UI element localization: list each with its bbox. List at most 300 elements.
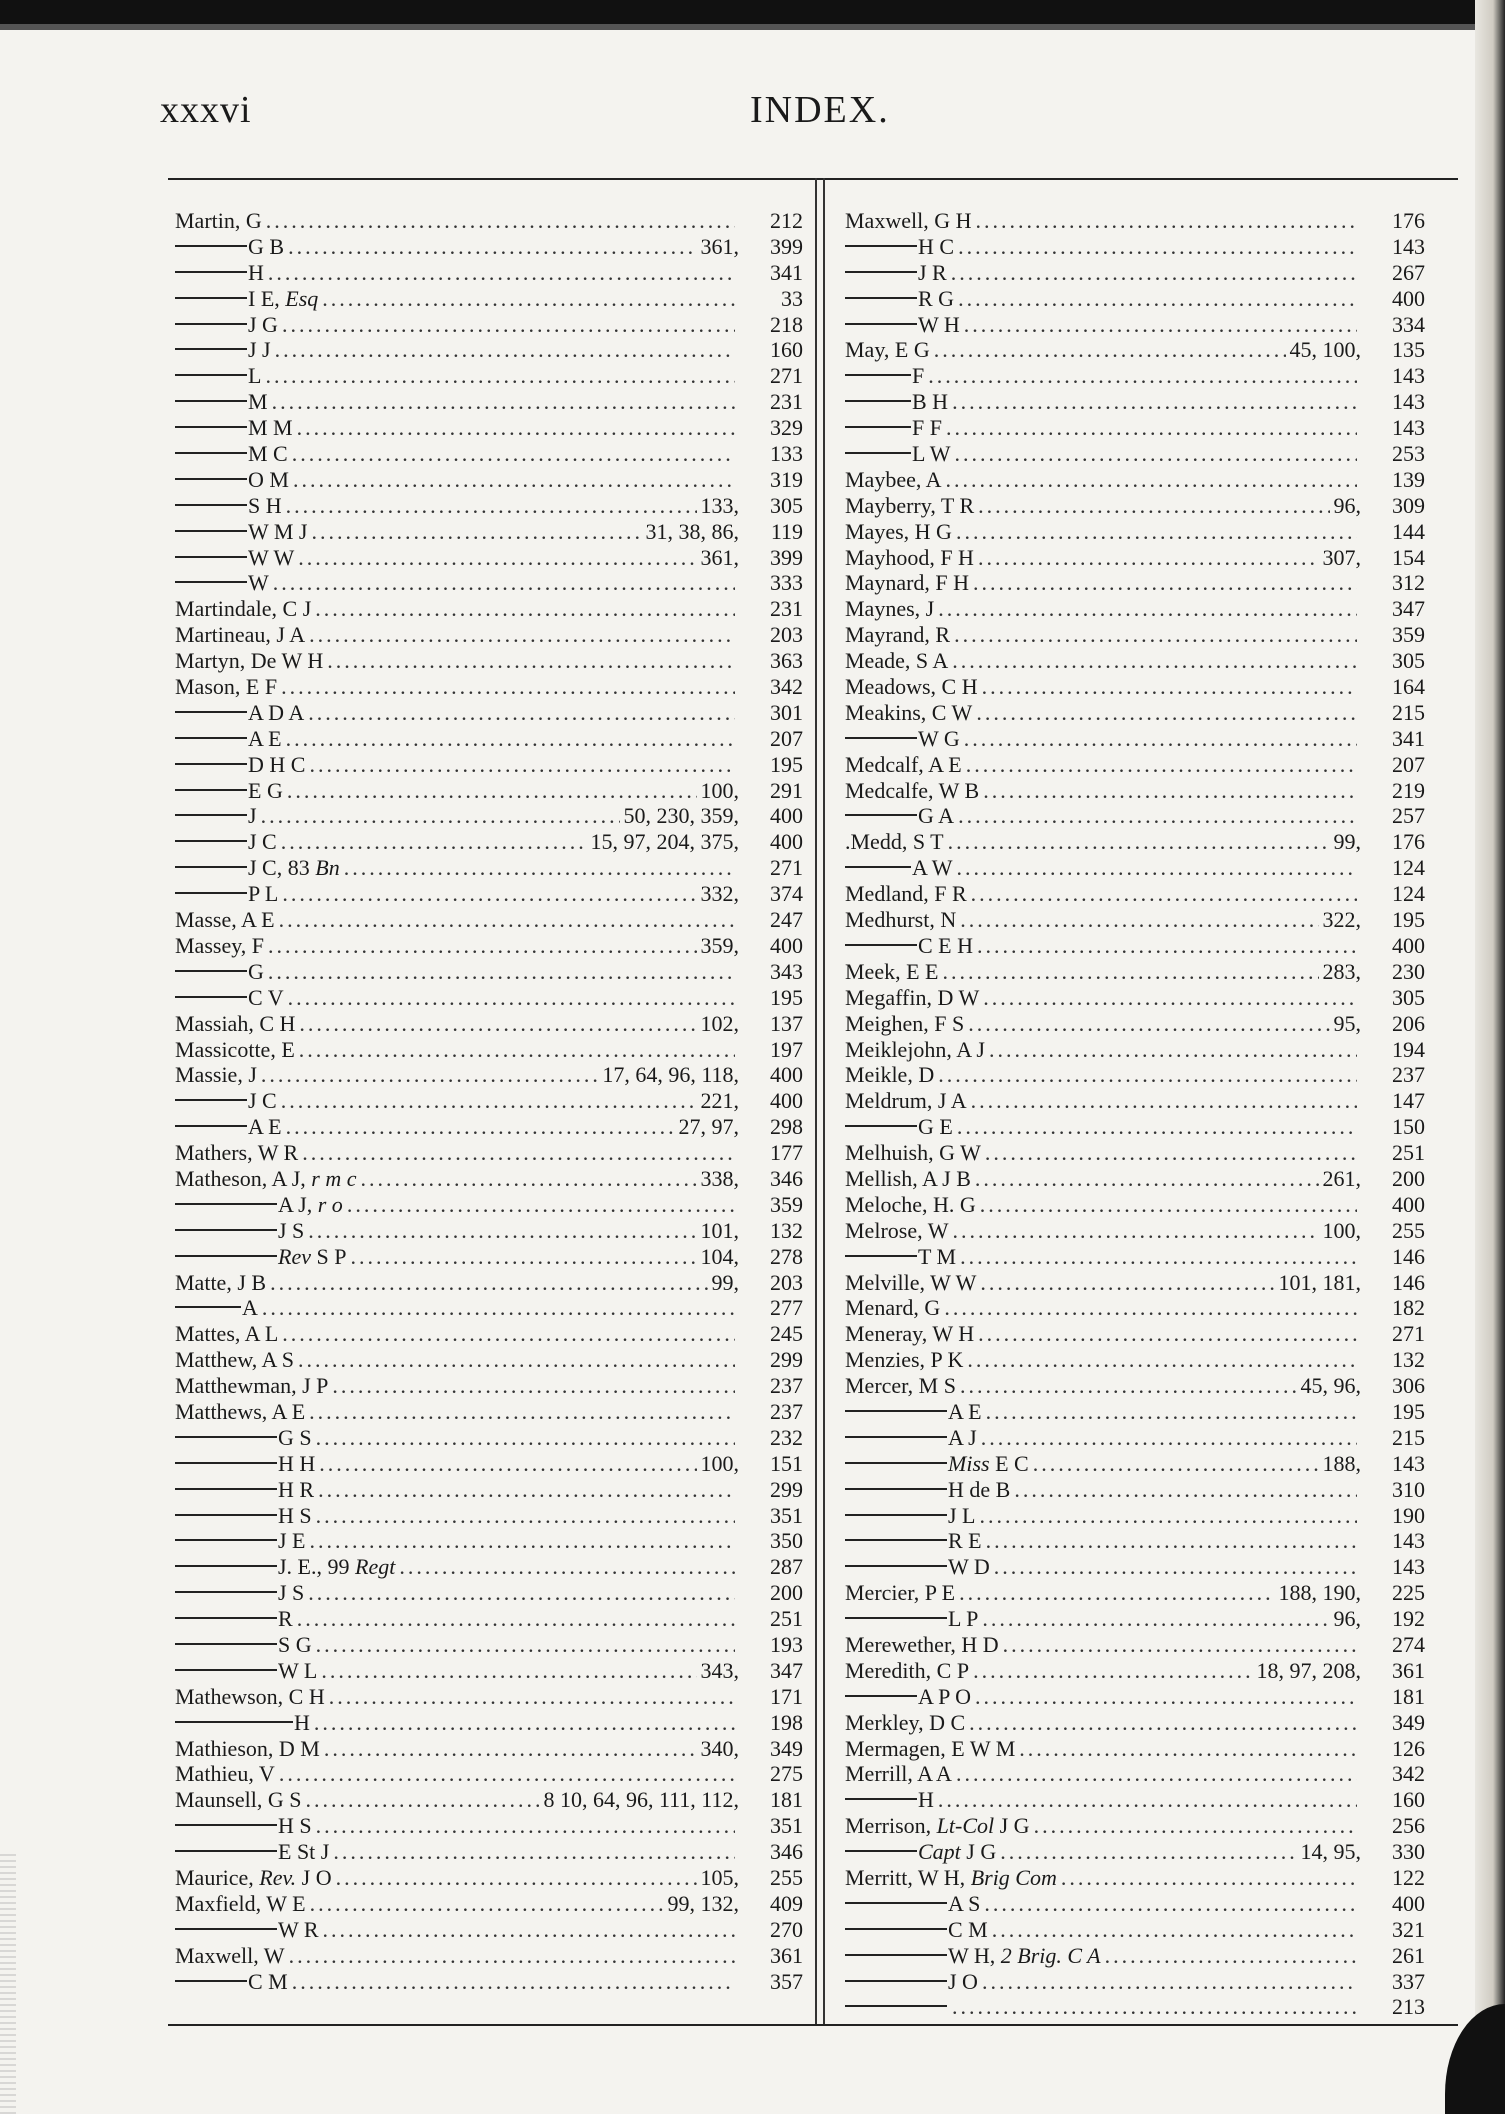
entry-page: 207: [770, 725, 803, 751]
dash-rule: [175, 763, 247, 765]
entry-name-text: B H: [912, 389, 949, 415]
entry-name-text: J G: [966, 1839, 997, 1865]
index-entry: [845, 1062, 1425, 1088]
entry-refs: 100,: [1322, 1217, 1361, 1243]
dot-leader: [981, 1425, 1357, 1451]
entry-name-text: J: [248, 803, 257, 829]
entry-name-text: Maybee, A: [845, 466, 942, 492]
entry-name: [175, 1710, 310, 1736]
top-rule: [168, 178, 1458, 180]
entry-page: 33: [781, 285, 803, 311]
entry-page: 319: [770, 466, 803, 492]
entry-name-text: Massie, J: [175, 1062, 257, 1088]
entry-name-text: H: [294, 1709, 310, 1735]
dot-leader: [958, 286, 1357, 312]
entry-name-text: J L: [948, 1502, 976, 1528]
entry-name-text: S H: [248, 492, 282, 518]
entry-page: 135: [1392, 337, 1425, 363]
dash-rule: [175, 1669, 277, 1671]
dot-leader: [299, 1037, 735, 1063]
dot-leader: [297, 415, 735, 441]
entry-name-text: Mathewson, C H: [175, 1683, 325, 1709]
index-entry: [845, 519, 1425, 545]
entry-page: 190: [1392, 1502, 1425, 1528]
entry-name-text: Melhuish, G W: [845, 1140, 981, 1166]
entry-name-text: J C, 83: [248, 855, 310, 881]
entry-name: [175, 467, 289, 493]
entry-name: [175, 1088, 277, 1114]
entry-name: [845, 1503, 976, 1529]
dash-rule: [845, 1514, 947, 1516]
entry-page: 349: [1392, 1709, 1425, 1735]
entry-name: [175, 519, 308, 545]
dash-rule: [175, 1980, 247, 1982]
entry-page: 310: [1392, 1476, 1425, 1502]
entry-page: 305: [770, 492, 803, 518]
entry-name: [845, 286, 954, 312]
dot-leader: [989, 1037, 1357, 1063]
index-entry: [175, 363, 803, 389]
dot-leader: [322, 286, 735, 312]
index-entry: [175, 1865, 803, 1891]
index-entry: [845, 1503, 1425, 1529]
entry-name-text: H: [248, 259, 264, 285]
dash-rule: [175, 892, 247, 894]
entry-page: 357: [770, 1968, 803, 1994]
index-entry: [845, 596, 1425, 622]
entry-page: 122: [1392, 1865, 1425, 1890]
entry-name: [175, 1761, 275, 1787]
dot-leader: [319, 1451, 696, 1477]
index-entry: [175, 545, 803, 571]
entry-name-text: Maunsell, G S: [175, 1787, 302, 1813]
entry-refs: 133,: [700, 492, 739, 518]
entry-name: [175, 312, 278, 338]
index-entry: [845, 1425, 1425, 1451]
entry-name: [845, 389, 948, 415]
dot-leader: [964, 312, 1357, 338]
entry-refs: 96,: [1333, 1606, 1361, 1632]
index-entry: [175, 778, 803, 804]
entry-qualifier: Esq: [285, 285, 319, 311]
index-entry: [845, 545, 1425, 571]
entry-name: [845, 1787, 934, 1813]
index-entry: [845, 933, 1425, 959]
dot-leader: [960, 1244, 1357, 1270]
index-entry: [175, 1451, 803, 1477]
entry-page: 176: [1392, 208, 1425, 233]
entry-name-text: P L: [248, 881, 279, 907]
index-entry: [175, 726, 803, 752]
entry-page: 203: [770, 622, 803, 648]
entry-name-text: A D A: [248, 699, 305, 725]
entry-page: 337: [1392, 1968, 1425, 1994]
dot-leader: [957, 1114, 1357, 1140]
dot-leader: [268, 933, 696, 959]
entry-page: 361: [1392, 1657, 1425, 1683]
entry-name-text: W G: [918, 725, 960, 751]
index-entry: [845, 1684, 1425, 1710]
entry-refs: 99, 132,: [667, 1890, 739, 1916]
entry-page: 124: [1392, 855, 1425, 881]
entry-name-text: Maxfield, W E: [175, 1890, 306, 1916]
dash-rule: [845, 814, 917, 816]
entry-name: [845, 1399, 982, 1425]
entry-name: [175, 570, 269, 596]
entry-name-text: D H C: [248, 751, 306, 777]
dash-rule: [175, 1721, 293, 1723]
entry-name: [175, 1632, 312, 1658]
dot-leader: [958, 803, 1357, 829]
index-entry: [845, 1658, 1425, 1684]
entry-name-text: Masse, A E: [175, 907, 275, 933]
index-entry: [175, 260, 803, 286]
entry-name: [175, 778, 283, 804]
index-entry: [175, 1114, 803, 1140]
entry-name-text: J. E., 99: [278, 1554, 350, 1580]
entry-name-text: Menard, G: [845, 1295, 941, 1321]
index-entry: [175, 1166, 803, 1192]
entry-page: 143: [1392, 389, 1425, 415]
index-entry: [175, 1244, 803, 1270]
entry-page: 400: [770, 1062, 803, 1088]
entry-title: Capt: [918, 1839, 961, 1865]
index-entry: [175, 415, 803, 441]
index-entry: [175, 907, 803, 933]
index-entry: [845, 1477, 1425, 1503]
entry-page: 160: [1392, 1787, 1425, 1813]
entry-name: [845, 234, 954, 260]
index-entry: [845, 389, 1425, 415]
index-entry: [175, 803, 803, 829]
index-entry: [175, 1969, 803, 1995]
entry-name: [845, 1244, 956, 1270]
entry-name: [845, 648, 948, 674]
dot-leader: [938, 596, 1357, 622]
dot-leader: [282, 312, 735, 338]
entry-name: [845, 1373, 956, 1399]
entry-name: [845, 312, 960, 338]
entry-page: 230: [1392, 958, 1425, 984]
entry-name: [175, 803, 257, 829]
entry-name: [845, 1736, 1015, 1762]
dash-rule: [845, 1617, 947, 1619]
dot-leader: [938, 1062, 1357, 1088]
dash-rule: [175, 1928, 277, 1930]
entry-page: 400: [770, 803, 803, 829]
dot-leader: [261, 1062, 598, 1088]
entry-name-text: S P: [316, 1243, 347, 1269]
entry-name-text: Maynes, J: [845, 596, 935, 622]
entry-qualifier: Lt-Col: [936, 1813, 995, 1839]
dot-leader: [299, 1011, 696, 1037]
dot-leader: [399, 1554, 735, 1580]
entry-refs: 27, 97,: [678, 1114, 739, 1140]
index-entry: [175, 1088, 803, 1114]
entry-name-text: G: [248, 958, 264, 984]
dot-leader: [261, 803, 620, 829]
index-entry: [845, 752, 1425, 778]
entry-name-text: G A: [918, 803, 955, 829]
entry-name: [175, 855, 340, 881]
entry-name-text: O M: [248, 466, 289, 492]
entry-name: [175, 1580, 304, 1606]
entry-page: 151: [770, 1450, 803, 1476]
index-entry: [845, 1813, 1425, 1839]
entry-qualifier: Brig Com: [970, 1865, 1057, 1890]
dot-leader: [268, 959, 735, 985]
entry-name-text: A E: [248, 1114, 282, 1140]
entry-name-text: H: [918, 1787, 934, 1813]
index-entry: [175, 208, 803, 234]
entry-page: 330: [1392, 1839, 1425, 1865]
index-entry: [845, 1244, 1425, 1270]
entry-name-text: May, E G: [845, 337, 930, 363]
dash-rule: [175, 1229, 277, 1231]
index-entry: [175, 1192, 803, 1218]
entry-name: [845, 985, 979, 1011]
entry-name: [845, 519, 952, 545]
dot-leader: [329, 1684, 735, 1710]
entry-name-text: H H: [278, 1450, 316, 1476]
entry-page: 143: [1392, 1554, 1425, 1580]
index-entry: [845, 467, 1425, 493]
entry-page: 160: [770, 337, 803, 363]
entry-refs: 343,: [700, 1657, 739, 1683]
entry-page: 194: [1392, 1036, 1425, 1062]
index-entry: [845, 1580, 1425, 1606]
dot-leader: [281, 829, 587, 855]
index-entry: [175, 622, 803, 648]
entry-page: 346: [770, 1165, 803, 1191]
dot-leader: [938, 1787, 1357, 1813]
dot-leader: [310, 1891, 664, 1917]
entry-name-text: R G: [918, 285, 955, 311]
dash-rule: [845, 866, 911, 868]
entry-page: 267: [1392, 259, 1425, 285]
entry-name: [845, 467, 942, 493]
index-entry: [175, 312, 803, 338]
dot-leader: [292, 1969, 735, 1995]
entry-page: 346: [770, 1839, 803, 1865]
scan-top-border: [0, 0, 1505, 24]
entry-name: [845, 1813, 1030, 1839]
entry-page: 255: [1392, 1217, 1425, 1243]
entry-page: 312: [1392, 570, 1425, 596]
entry-name: [845, 1684, 971, 1710]
index-entry: [175, 1761, 803, 1787]
entry-name: [845, 1477, 1010, 1503]
dot-leader: [971, 1088, 1357, 1114]
dash-rule: [845, 1255, 917, 1257]
dot-leader: [1019, 1736, 1357, 1762]
entry-name: [845, 1192, 976, 1218]
entry-name: [845, 959, 938, 985]
entry-page: 197: [770, 1036, 803, 1062]
index-entry: [175, 933, 803, 959]
entry-name: [175, 1477, 314, 1503]
dash-rule: [175, 737, 247, 739]
index-column-right: [845, 208, 1425, 2020]
entry-refs: 105,: [700, 1865, 739, 1890]
entry-name: [845, 1891, 980, 1917]
entry-name: [175, 1114, 282, 1140]
entry-name-rest: J O: [301, 1865, 332, 1890]
entry-refs: 17, 64, 96, 118,: [602, 1062, 739, 1088]
entry-name-text: M C: [248, 441, 288, 467]
entry-name: [845, 570, 969, 596]
entry-name: [845, 1528, 982, 1554]
dash-rule: [175, 1203, 277, 1205]
index-entry: [845, 234, 1425, 260]
dot-leader: [1034, 1813, 1357, 1839]
entry-name-text: M M: [248, 415, 293, 441]
dash-rule: [175, 1539, 277, 1541]
dash-rule: [175, 996, 247, 998]
entry-name-text: W W: [248, 544, 295, 570]
index-entry: [175, 1425, 803, 1451]
index-entry: [845, 855, 1425, 881]
entry-name: [175, 1037, 295, 1063]
dash-rule: [175, 530, 247, 532]
entry-name: [175, 985, 284, 1011]
entry-page: 231: [770, 389, 803, 415]
entry-page: 143: [1392, 1450, 1425, 1476]
dot-leader: [968, 1011, 1329, 1037]
entry-page: 291: [770, 777, 803, 803]
dash-rule: [845, 323, 917, 325]
index-entry: [175, 1062, 803, 1088]
entry-name: [175, 1321, 278, 1347]
entry-page: 237: [1392, 1062, 1425, 1088]
entry-name-text: A W: [912, 855, 953, 881]
entry-name: [845, 1632, 999, 1658]
dash-rule: [175, 348, 247, 350]
entry-name-text: A S: [948, 1890, 981, 1916]
dash-rule: [845, 1125, 917, 1127]
index-entry: [175, 1787, 803, 1813]
entry-name: [845, 1088, 967, 1114]
entry-name-text: M: [248, 389, 268, 415]
entry-name-text: Merewether, H D: [845, 1631, 999, 1657]
entry-name: [175, 700, 304, 726]
entry-name: [845, 1839, 996, 1865]
entry-page: 347: [1392, 596, 1425, 622]
index-entry: [175, 441, 803, 467]
entry-refs: 307,: [1322, 544, 1361, 570]
entry-page: 298: [770, 1114, 803, 1140]
entry-refs: 96,: [1333, 492, 1361, 518]
entry-page: 359: [770, 1191, 803, 1217]
index-entry: [845, 1736, 1425, 1762]
entry-name: [175, 1451, 315, 1477]
dot-leader: [336, 1865, 697, 1891]
dash-rule: [175, 504, 247, 506]
entry-page: 171: [770, 1683, 803, 1709]
entry-name-text: H R: [278, 1476, 315, 1502]
entry-page: 399: [770, 544, 803, 570]
dash-rule: [845, 1436, 947, 1438]
dot-leader: [957, 855, 1357, 881]
entry-name-text: Meldrum, J A: [845, 1088, 967, 1114]
index-entry: [175, 1140, 803, 1166]
entry-page: 143: [1392, 1528, 1425, 1554]
entry-page: 212: [770, 208, 803, 233]
index-entry: [175, 959, 803, 985]
dot-leader: [946, 467, 1357, 493]
entry-page: 154: [1392, 544, 1425, 570]
index-entry: [175, 1037, 803, 1063]
entry-name: [175, 674, 277, 700]
entry-name: [845, 674, 978, 700]
entry-name: [175, 1399, 305, 1425]
entry-refs: 188,: [1322, 1450, 1361, 1476]
dash-rule: [845, 944, 917, 946]
entry-page: 374: [770, 881, 803, 907]
dot-leader: [1061, 1865, 1357, 1891]
dot-leader: [955, 441, 1358, 467]
entry-page: 143: [1392, 233, 1425, 259]
entry-page: 329: [770, 415, 803, 441]
entry-page: 181: [770, 1787, 803, 1813]
index-entry: [845, 959, 1425, 985]
dash-rule: [845, 1928, 947, 1930]
dot-leader: [956, 519, 1357, 545]
dot-leader: [272, 389, 735, 415]
entry-name: [845, 1969, 978, 1995]
entry-name: [845, 1321, 974, 1347]
scan-noise: [0, 1850, 16, 2114]
entry-name-text: A P O: [918, 1683, 971, 1709]
entry-name: [175, 1140, 298, 1166]
entry-name: [175, 1943, 285, 1969]
dot-leader: [973, 1658, 1252, 1684]
dash-rule: [845, 374, 911, 376]
dash-rule: [845, 1954, 947, 1956]
entry-page: 251: [1392, 1140, 1425, 1166]
index-entry: [175, 1477, 803, 1503]
entry-name-text: J C: [248, 1088, 277, 1114]
index-entry: [845, 674, 1425, 700]
entry-page: 232: [770, 1424, 803, 1450]
entry-name: [175, 1192, 343, 1218]
index-entry: [845, 363, 1425, 389]
entry-name-text: Merritt, W H,: [845, 1865, 966, 1890]
entry-qualifier: Rev.: [259, 1865, 297, 1890]
dot-leader: [281, 674, 735, 700]
entry-page: 270: [770, 1916, 803, 1942]
index-entry: [175, 337, 803, 363]
entry-name-text: R E: [948, 1528, 982, 1554]
entry-name-text: Mermagen, E W M: [845, 1735, 1016, 1761]
entry-refs: 15, 97, 204, 375,: [590, 829, 739, 855]
entry-title: Miss: [948, 1450, 990, 1476]
entry-refs: 100,: [700, 777, 739, 803]
dash-rule: [175, 297, 247, 299]
entry-name-text: Meek, E E: [845, 958, 939, 984]
entry-name: [845, 1994, 948, 2020]
entry-name: [175, 415, 293, 441]
index-entry: [175, 674, 803, 700]
entry-page: 321: [1392, 1916, 1425, 1942]
entry-name-text: Martineau, J A: [175, 622, 306, 648]
entry-page: 132: [1392, 1347, 1425, 1373]
entry-page: 256: [1392, 1813, 1425, 1839]
dot-leader: [262, 1295, 735, 1321]
dash-rule: [845, 426, 911, 428]
entry-name: [175, 1736, 320, 1762]
entry-name: [175, 1295, 258, 1321]
